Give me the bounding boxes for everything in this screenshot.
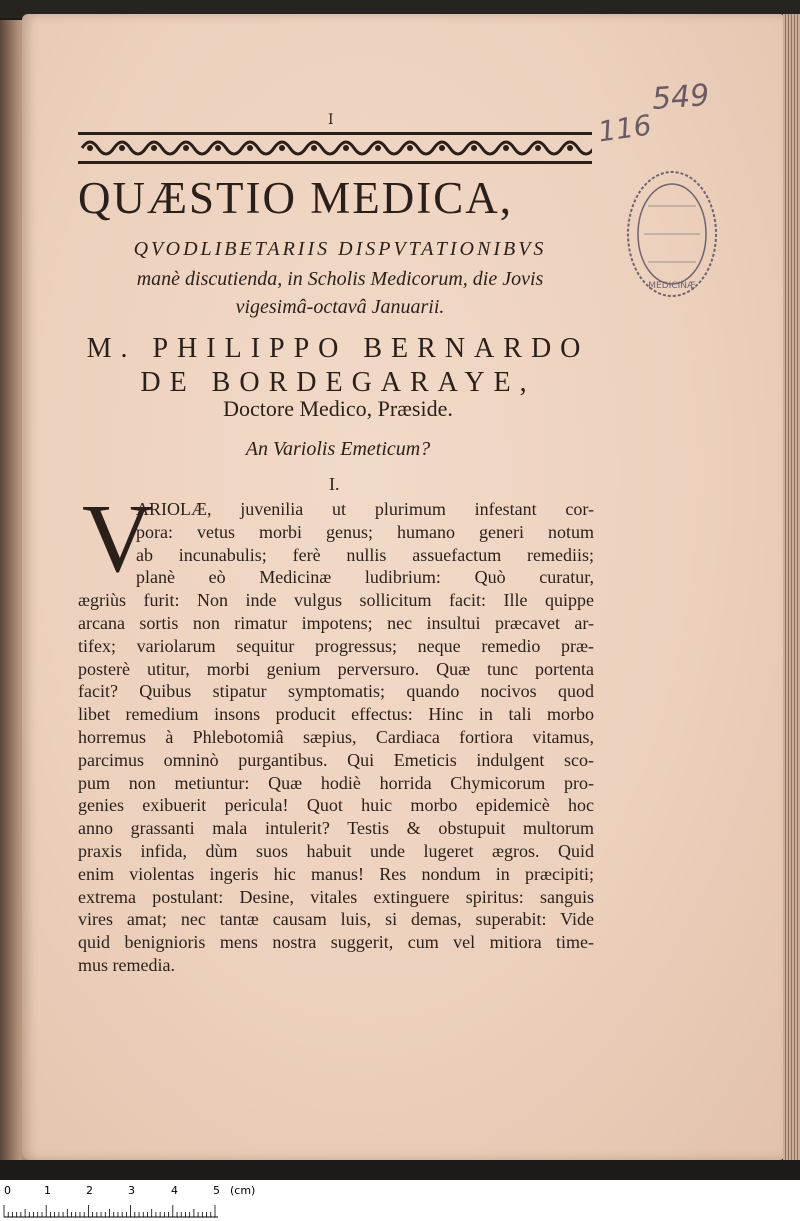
praeses-title: Doctore Medico, Præside.	[223, 396, 453, 421]
ornament-band-icon	[78, 130, 592, 166]
praeses-name-line-1: M. PHILIPPO BERNARDO	[86, 333, 590, 364]
body-line: ARIOLÆ, juvenilia ut plurimum infestant cor-	[136, 499, 594, 519]
body-line: tifex; variolarum sequitur progressus; neque remedio præ-	[78, 635, 594, 656]
body-line: arcana sortis non rimatur impotens; nec insultui præcavet ar-	[78, 613, 594, 633]
scale-ruler	[0, 1180, 800, 1221]
body-line: extrema postulant: Desine, vitales extinguere spiritus: sanguis	[78, 886, 594, 907]
library-stamp-icon	[624, 166, 720, 302]
body-line: facit? Quibus stipatur symptomatis; quando nocivos quod	[78, 681, 594, 702]
body-line: anno grassanti mala intulerit? Testis & obstupuit multorum	[78, 818, 594, 839]
subtitle-line-2: manè discutienda, in Scholis Medicorum, die Jovis	[136, 268, 544, 290]
body-line: pora: vetus morbi genus; humano generi notum	[136, 521, 594, 542]
section-number: I.	[329, 474, 340, 494]
praeses-name-line-2: DE BORDEGARAYE,	[140, 367, 536, 398]
ruler-label-1: 1	[44, 1184, 51, 1197]
body-line: planè eò Medicinæ ludibrium: Quò curatur,	[136, 567, 594, 588]
ruler-unit: (cm)	[230, 1184, 256, 1197]
subtitle-line-3: vigesimâ-octavâ Januarii.	[235, 296, 445, 318]
body-line: horremus à Phlebotomiâ sæpius, Cardiaca fortiora vitamus,	[78, 727, 594, 747]
body-line: ab incunabulis; ferè nullis assuefactum remediis;	[136, 544, 594, 565]
body-line: mus remedia.	[78, 955, 175, 975]
body-line: ægriùs furit: Non inde vulgus sollicitum facit: Ille quippe	[78, 590, 594, 611]
ruler-label-5: 5	[213, 1184, 220, 1197]
body-line: vires amat; nec tantæ causam luis, si demas, superabit: Vide	[78, 909, 594, 930]
body-line: genies exibuerit pericula! Quot huic morbo epidemicè hoc	[78, 795, 594, 816]
subtitle-line-1: QVODLIBETARIIS DISPVTATIONIBVS	[133, 238, 547, 260]
thesis-question: An Variolis Emeticum?	[245, 438, 431, 460]
body-line: posterè utitur, morbi genium perversuro. Quæ tunc portenta	[78, 658, 594, 679]
body-line: pum non metiuntur: Quæ hodiè horrida Chymicorum pro-	[78, 772, 594, 793]
body-line: quid benignioris mens nostra suggerit, cum vel mitiora time-	[78, 932, 594, 953]
body-line: praxis infida, dùm suos habuit unde lugeret ægros. Quid	[78, 841, 594, 861]
body-line: libet remedium insons producit effectus: Hinc in tali morbo	[78, 704, 594, 725]
drop-cap: V	[82, 485, 153, 593]
document-title: QUÆSTIO MEDICA,	[78, 173, 513, 223]
ruler-ticks	[0, 1198, 240, 1218]
stamp-text: MEDICINÆ	[648, 281, 696, 291]
ruler-label-4: 4	[171, 1184, 178, 1197]
handwritten-shelf-mark: 116	[595, 108, 654, 149]
body-line: parcimus omninò purgantibus. Qui Emeticis indulgent sco-	[78, 749, 594, 770]
ruler-label-3: 3	[128, 1184, 135, 1197]
ruler-label-2: 2	[86, 1184, 93, 1197]
page-fore-edge	[783, 14, 800, 1160]
page-number: I	[328, 112, 334, 128]
handwritten-folio-number: 549	[650, 78, 711, 117]
body-line: enim violentas ingeris hic manus! Res nondum in præcipiti;	[78, 863, 594, 884]
ruler-label-0: 0	[4, 1184, 11, 1197]
